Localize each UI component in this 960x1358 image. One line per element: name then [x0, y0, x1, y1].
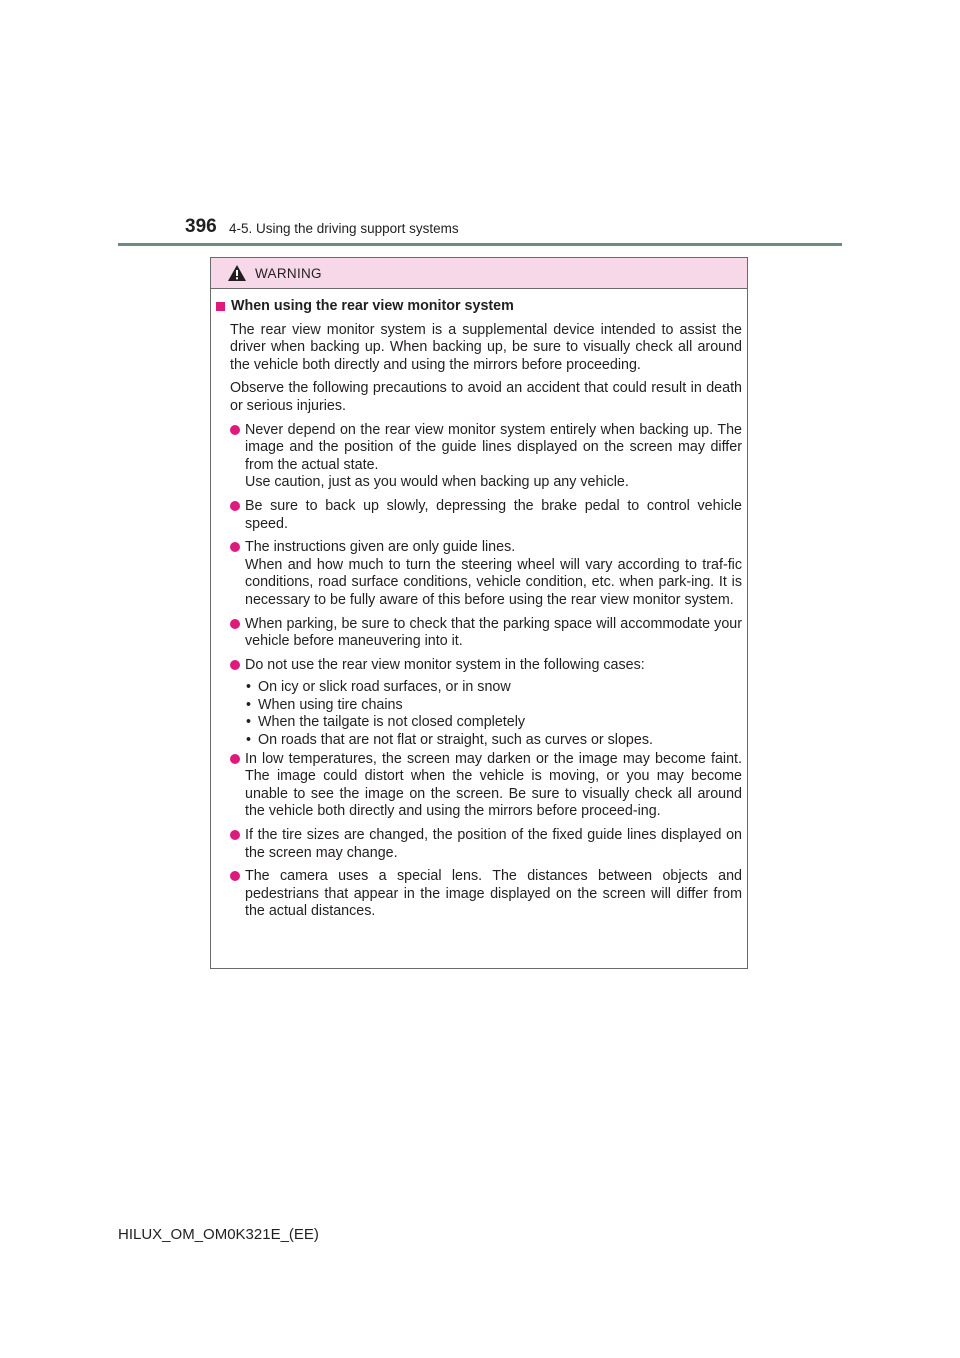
intro-paragraph: Observe the following precautions to avoid an accident that could result in death or serious injuries. — [230, 380, 742, 414]
circle-bullet-icon — [230, 425, 240, 435]
warning-heading-text: When using the rear view monitor system — [231, 298, 514, 314]
bullet-text: Use caution, just as you would when backing up any vehicle. — [245, 474, 629, 491]
warning-body — [211, 289, 747, 921]
bullet-item — [216, 616, 742, 651]
bullet-text: If the tire sizes are changed, the position of the fixed guide lines displayed on the screen may change. — [245, 827, 742, 861]
bullet-text: Never depend on the rear view monitor system entirely when backing up. The image and the position of the guide lines displayed on the screen may differ from the actual state. — [245, 421, 742, 473]
header-rule — [118, 243, 842, 246]
bullet-item — [216, 422, 742, 492]
bullet-text: The instructions given are only guide lines. — [245, 539, 516, 556]
list-item — [246, 679, 742, 697]
circle-bullet-icon — [230, 871, 240, 881]
circle-bullet-icon — [230, 619, 240, 629]
case-marker: • — [246, 714, 252, 731]
bullet-text: In low temperatures, the screen may darken or the image may become faint. The image could distort when the vehicle is moving, or you may become unable to see the image on the screen. Be sure to visually check all around the vehicle both directly and using the mirrors before proceed-ing. — [245, 750, 742, 820]
list-item — [246, 732, 742, 750]
bullet-item — [216, 539, 742, 609]
warning-header — [211, 258, 747, 289]
case-text: When using tire chains — [258, 696, 403, 713]
bullet-text: When parking, be sure to check that the parking space will accommodate your vehicle before maneuvering into it. — [245, 615, 742, 650]
document-code: HILUX_OM_OM0K321E_(EE) — [118, 1226, 319, 1243]
circle-bullet-icon — [230, 660, 240, 670]
warning-triangle-icon — [227, 264, 247, 282]
circle-bullet-icon — [230, 542, 240, 552]
case-text: On roads that are not flat or straight, such as curves or slopes. — [258, 732, 653, 749]
bullet-item — [216, 657, 742, 675]
bullet-item — [216, 751, 742, 821]
square-bullet-icon — [216, 302, 225, 311]
circle-bullet-icon — [230, 501, 240, 511]
bullet-text: Be sure to back up slowly, depressing the brake pedal to control vehicle speed. — [245, 497, 742, 532]
case-marker: • — [246, 696, 252, 713]
page-number: 396 — [185, 216, 217, 237]
bullet-item — [216, 498, 742, 533]
case-marker: • — [246, 679, 252, 696]
case-marker: • — [246, 732, 252, 749]
bullet-text: When and how much to turn the steering wheel will vary according to traf-fic conditions, road surface conditions, vehicle condition, etc. when park-ing. It is necessary to be fully aware of this before using the rear view monitor system. — [245, 556, 742, 608]
cases-list — [216, 679, 742, 749]
case-text: When the tailgate is not closed completely — [258, 714, 526, 731]
warning-heading — [216, 298, 742, 316]
bullet-item — [216, 868, 742, 921]
list-item — [246, 697, 742, 715]
circle-bullet-icon — [230, 754, 240, 764]
intro-paragraph: The rear view monitor system is a supplemental device intended to assist the driver when backing up. When backing up, be sure to visually check all around the vehicle both directly and using the mirrors before proceeding. — [230, 321, 742, 373]
bullet-text: The camera uses a special lens. The distances between objects and pedestrians that appear in the image displayed on the screen will differ from the actual distances. — [245, 868, 742, 920]
warning-label: WARNING — [255, 265, 322, 281]
circle-bullet-icon — [230, 830, 240, 840]
section-title: 4-5. Using the driving support systems — [229, 221, 459, 236]
bullet-text: Do not use the rear view monitor system in the following cases: — [245, 656, 645, 673]
list-item — [246, 714, 742, 732]
warning-box — [210, 257, 748, 969]
bullet-item — [216, 827, 742, 862]
case-text: On icy or slick road surfaces, or in snow — [258, 679, 511, 696]
